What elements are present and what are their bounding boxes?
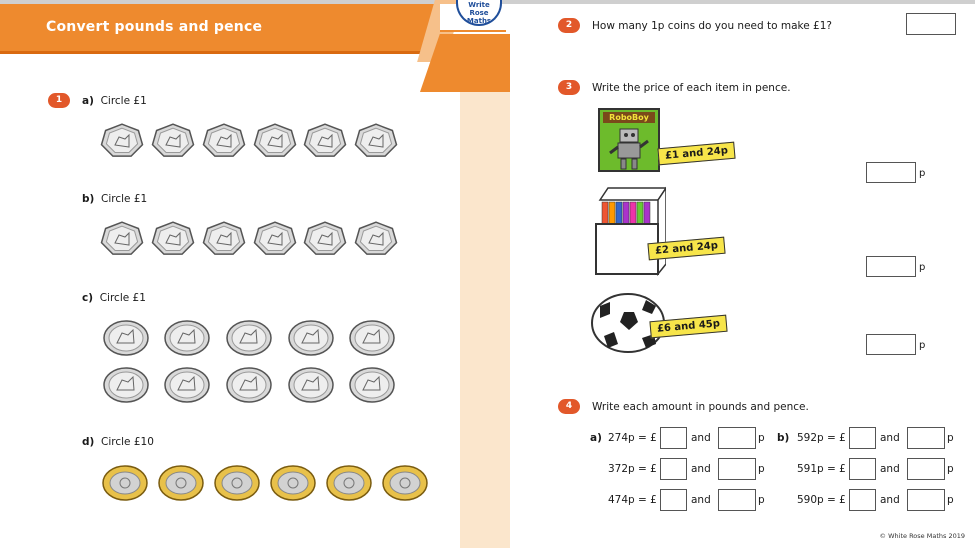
- q1a-text: Circle £1: [100, 95, 147, 107]
- q1c-prompt: [82, 292, 146, 304]
- q4a-and-3: and: [691, 494, 711, 506]
- q2-text: How many 1p coins do you need to make £1?: [592, 20, 832, 32]
- q4b-amount-3: 590p = £: [797, 494, 846, 506]
- 50p-coin-icon[interactable]: [99, 123, 145, 163]
- logo-line-2: Rose: [469, 9, 489, 17]
- question-3-badge: 3: [558, 80, 580, 95]
- robot-pence-answer[interactable]: [866, 162, 916, 183]
- q2-answer-box[interactable]: [906, 13, 956, 35]
- page-gutter: [460, 92, 510, 548]
- 2-pound-coin-icon[interactable]: [158, 464, 204, 506]
- q1b-letter: b): [82, 193, 95, 205]
- crayon-box-icon: [594, 186, 666, 278]
- q4a-p-3: p: [758, 494, 765, 506]
- robot-price-tag: £1 and 24p: [657, 142, 735, 166]
- q4b-pounds-box-2[interactable]: [849, 458, 876, 480]
- 50p-coin-icon[interactable]: [201, 123, 247, 163]
- 2-pound-coin-icon[interactable]: [214, 464, 260, 506]
- question-4-badge: 4: [558, 399, 580, 414]
- q1d-text: Circle £10: [101, 436, 154, 448]
- q4b-p-1: p: [947, 432, 954, 444]
- 50p-coin-icon[interactable]: [302, 123, 348, 163]
- 10p-coin-icon[interactable]: [348, 319, 396, 361]
- q4a-pence-box-3[interactable]: [718, 489, 756, 511]
- robot-toy-box: [598, 108, 660, 172]
- q4b-and-3: and: [880, 494, 900, 506]
- copyright-footer: © White Rose Maths 2019: [879, 532, 965, 540]
- 20p-coin-icon[interactable]: [353, 221, 399, 261]
- q4a-p-1: p: [758, 432, 765, 444]
- robot-icon: [600, 123, 658, 171]
- 2-pound-coin-icon[interactable]: [270, 464, 316, 506]
- q4b-amount-1: 592p = £: [797, 432, 846, 444]
- white-rose-logo: [456, 0, 502, 26]
- q4a-pence-box-2[interactable]: [718, 458, 756, 480]
- football-pence-unit: p: [919, 340, 926, 351]
- q1c-text: Circle £1: [99, 292, 146, 304]
- q4a-and-2: and: [691, 463, 711, 475]
- q4b-pounds-box-3[interactable]: [849, 489, 876, 511]
- q3-text: Write the price of each item in pence.: [592, 82, 791, 94]
- crayon-pence-unit: p: [919, 262, 926, 273]
- 10p-coin-icon[interactable]: [163, 366, 211, 408]
- q1a-prompt: [82, 95, 147, 107]
- robot-pence-unit: p: [919, 168, 926, 179]
- 2-pound-coin-icon[interactable]: [326, 464, 372, 506]
- 20p-coin-icon[interactable]: [99, 221, 145, 261]
- roboboy-label: RoboBoy: [603, 112, 655, 123]
- q4b-pence-box-1[interactable]: [907, 427, 945, 449]
- football-price-tag: £6 and 45p: [649, 315, 727, 339]
- q1a-letter: a): [82, 95, 94, 107]
- 10p-coin-icon[interactable]: [163, 319, 211, 361]
- page-title: Convert pounds and pence: [46, 19, 263, 35]
- q4a-pounds-box-2[interactable]: [660, 458, 687, 480]
- crayon-pence-answer[interactable]: [866, 256, 916, 277]
- q1b-text: Circle £1: [101, 193, 148, 205]
- 2-pound-coin-icon[interactable]: [382, 464, 428, 506]
- q4a-letter: a): [590, 432, 602, 444]
- q1d-prompt: [82, 436, 154, 448]
- 50p-coin-icon[interactable]: [150, 123, 196, 163]
- q4a-and-1: and: [691, 432, 711, 444]
- q4b-and-2: and: [880, 463, 900, 475]
- q4b-pence-box-3[interactable]: [907, 489, 945, 511]
- crayon-price-tag: £2 and 24p: [647, 237, 725, 261]
- q4a-amount-2: 372p = £: [608, 463, 657, 475]
- q1b-prompt: [82, 193, 147, 205]
- q4b-p-2: p: [947, 463, 954, 475]
- 50p-coin-icon[interactable]: [252, 123, 298, 163]
- q4b-pence-box-2[interactable]: [907, 458, 945, 480]
- q4b-pounds-box-1[interactable]: [849, 427, 876, 449]
- 20p-coin-icon[interactable]: [201, 221, 247, 261]
- q4a-pence-box-1[interactable]: [718, 427, 756, 449]
- logo-line-1: Write: [468, 1, 490, 9]
- 20p-coin-icon[interactable]: [302, 221, 348, 261]
- q4a-amount-1: 274p = £: [608, 432, 657, 444]
- q4a-pounds-box-1[interactable]: [660, 427, 687, 449]
- 10p-coin-icon[interactable]: [102, 366, 150, 408]
- 50p-coin-icon[interactable]: [353, 123, 399, 163]
- 20p-coin-icon[interactable]: [252, 221, 298, 261]
- q4a-amount-3: 474p = £: [608, 494, 657, 506]
- 10p-coin-icon[interactable]: [225, 319, 273, 361]
- q4b-letter: b): [777, 432, 790, 444]
- q4b-p-3: p: [947, 494, 954, 506]
- q4b-and-1: and: [880, 432, 900, 444]
- q1c-letter: c): [82, 292, 94, 304]
- question-1-badge: 1: [48, 93, 70, 108]
- q4-text: Write each amount in pounds and pence.: [592, 401, 809, 413]
- 10p-coin-icon[interactable]: [348, 366, 396, 408]
- logo-line-3: Maths: [466, 17, 492, 25]
- q4a-pounds-box-3[interactable]: [660, 489, 687, 511]
- 2-pound-coin-icon[interactable]: [102, 464, 148, 506]
- 10p-coin-icon[interactable]: [225, 366, 273, 408]
- 10p-coin-icon[interactable]: [287, 319, 335, 361]
- 10p-coin-icon[interactable]: [102, 319, 150, 361]
- football-pence-answer[interactable]: [866, 334, 916, 355]
- q1d-letter: d): [82, 436, 95, 448]
- title-banner: [0, 4, 440, 54]
- q4b-amount-2: 591p = £: [797, 463, 846, 475]
- q4a-p-2: p: [758, 463, 765, 475]
- 20p-coin-icon[interactable]: [150, 221, 196, 261]
- 10p-coin-icon[interactable]: [287, 366, 335, 408]
- question-2-badge: 2: [558, 18, 580, 33]
